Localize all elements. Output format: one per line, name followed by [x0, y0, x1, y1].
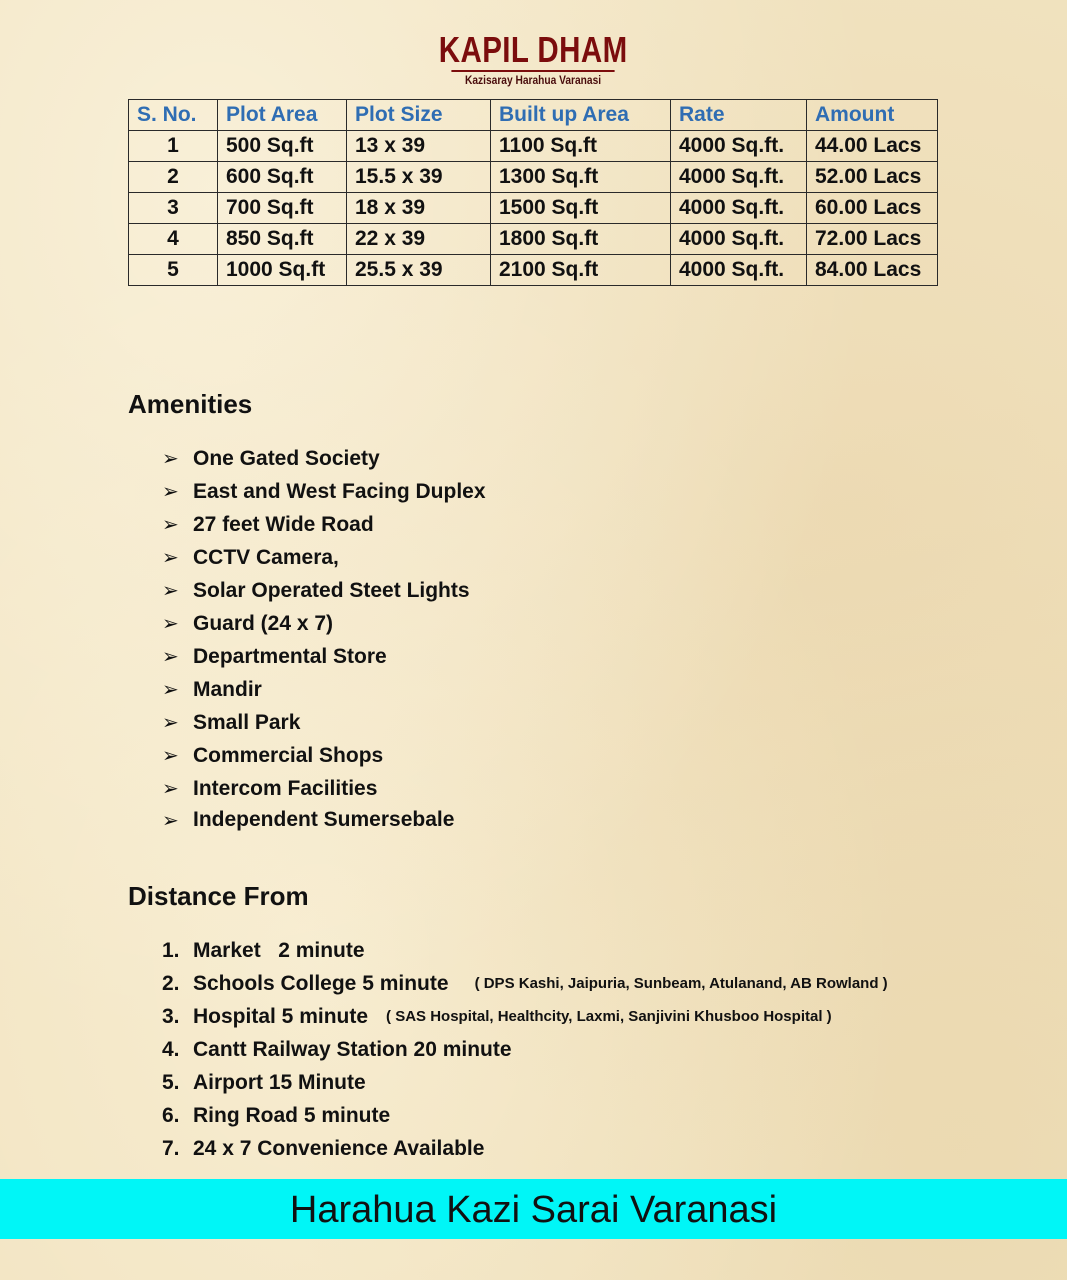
- cell-plot-area: 600 Sq.ft: [218, 162, 347, 193]
- brochure-header: [0, 30, 1067, 89]
- table-row: [129, 131, 938, 162]
- list-item: [162, 805, 486, 835]
- distance-label: Schools College 5 minute: [193, 971, 449, 995]
- amenity-label: Small Park: [193, 710, 301, 734]
- cell-amount: 72.00 Lacs: [807, 224, 938, 255]
- list-item: [162, 772, 486, 805]
- list-item: [162, 541, 486, 574]
- list-item: [162, 607, 486, 640]
- distance-label: Ring Road 5 minute: [193, 1103, 391, 1127]
- distance-label: Airport 15 Minute: [193, 1070, 366, 1094]
- col-plot-area-header: Plot Area: [218, 100, 347, 131]
- cell-built-up: 1800 Sq.ft: [491, 224, 671, 255]
- cell-plot-size: 22 x 39: [347, 224, 491, 255]
- project-location: Kazisaray Harahua Varanasi: [452, 70, 615, 87]
- cell-built-up: 1100 Sq.ft: [491, 131, 671, 162]
- amenity-label: One Gated Society: [193, 446, 380, 470]
- arrow-bullet-icon: ➢: [162, 809, 179, 832]
- arrow-bullet-icon: ➢: [162, 514, 179, 536]
- cell-rate: 4000 Sq.ft.: [671, 224, 807, 255]
- arrow-bullet-icon: ➢: [162, 448, 179, 470]
- col-built-up-header: Built up Area: [491, 100, 671, 131]
- list-item: [162, 1066, 888, 1099]
- arrow-bullet-icon: ➢: [162, 778, 179, 800]
- list-item: [162, 1099, 888, 1132]
- amenity-label: Commercial Shops: [193, 743, 384, 767]
- col-rate-header: Rate: [671, 100, 807, 131]
- distance-label: 24 x 7 Convenience Available: [193, 1136, 485, 1160]
- cell-amount: 44.00 Lacs: [807, 131, 938, 162]
- cell-rate: 4000 Sq.ft.: [671, 193, 807, 224]
- table-row: [129, 224, 938, 255]
- amenity-label: Independent Sumersebale: [193, 808, 455, 831]
- list-item: [162, 673, 486, 706]
- item-number: 2.: [162, 971, 180, 995]
- list-item: [162, 706, 486, 739]
- cell-amount: 60.00 Lacs: [807, 193, 938, 224]
- cell-built-up: 2100 Sq.ft: [491, 255, 671, 286]
- cell-rate: 4000 Sq.ft.: [671, 131, 807, 162]
- cell-rate: 4000 Sq.ft.: [671, 255, 807, 286]
- list-item: [162, 934, 888, 967]
- item-number: 3.: [162, 1004, 180, 1028]
- amenities-list: [162, 442, 486, 835]
- col-sno-header: S. No.: [129, 100, 218, 131]
- item-number: 7.: [162, 1136, 180, 1160]
- distance-note: ( SAS Hospital, Healthcity, Laxmi, Sanjivini Khusboo Hospital ): [386, 1008, 832, 1025]
- list-item: [162, 1033, 888, 1066]
- cell-plot-area: 500 Sq.ft: [218, 131, 347, 162]
- cell-sno: 1: [129, 131, 218, 162]
- amenity-label: East and West Facing Duplex: [193, 479, 486, 503]
- cell-plot-size: 25.5 x 39: [347, 255, 491, 286]
- cell-built-up: 1500 Sq.ft: [491, 193, 671, 224]
- cell-amount: 84.00 Lacs: [807, 255, 938, 286]
- cell-amount: 52.00 Lacs: [807, 162, 938, 193]
- cell-rate: 4000 Sq.ft.: [671, 162, 807, 193]
- amenity-label: Intercom Facilities: [193, 776, 378, 800]
- distance-list: [162, 934, 888, 1165]
- cell-plot-size: 18 x 39: [347, 193, 491, 224]
- arrow-bullet-icon: ➢: [162, 646, 179, 668]
- arrow-bullet-icon: ➢: [162, 481, 179, 503]
- list-item: [162, 442, 486, 475]
- amenity-label: Departmental Store: [193, 644, 387, 668]
- item-number: 1.: [162, 938, 180, 962]
- list-item: [162, 508, 486, 541]
- list-item: [162, 739, 486, 772]
- item-number: 4.: [162, 1037, 180, 1061]
- list-item: [162, 475, 486, 508]
- amenity-label: Solar Operated Steet Lights: [193, 578, 470, 602]
- plot-price-table: [128, 99, 938, 286]
- cell-built-up: 1300 Sq.ft: [491, 162, 671, 193]
- distance-label: Cantt Railway Station 20 minute: [193, 1037, 512, 1061]
- project-title: KAPIL DHAM: [439, 29, 628, 70]
- distance-label: Market 2 minute: [193, 938, 365, 962]
- list-item: [162, 1132, 888, 1165]
- table-row: [129, 193, 938, 224]
- list-item: [162, 1000, 888, 1033]
- table-row: [129, 255, 938, 286]
- amenity-label: Guard (24 x 7): [193, 611, 334, 635]
- cell-sno: 2: [129, 162, 218, 193]
- location-banner: Harahua Kazi Sarai Varanasi: [0, 1179, 1067, 1239]
- list-item: [162, 574, 486, 607]
- list-item: [162, 967, 888, 1000]
- cell-plot-area: 700 Sq.ft: [218, 193, 347, 224]
- cell-plot-size: 15.5 x 39: [347, 162, 491, 193]
- amenity-label: CCTV Camera,: [193, 545, 339, 569]
- cell-sno: 3: [129, 193, 218, 224]
- arrow-bullet-icon: ➢: [162, 580, 179, 602]
- arrow-bullet-icon: ➢: [162, 547, 179, 569]
- table-row: [129, 162, 938, 193]
- arrow-bullet-icon: ➢: [162, 745, 179, 767]
- cell-sno: 5: [129, 255, 218, 286]
- table-header-row: [129, 100, 938, 131]
- col-plot-size-header: Plot Size: [347, 100, 491, 131]
- cell-plot-area: 850 Sq.ft: [218, 224, 347, 255]
- distance-note: ( DPS Kashi, Jaipuria, Sunbeam, Atulanand, AB Rowland ): [474, 975, 888, 992]
- arrow-bullet-icon: ➢: [162, 679, 179, 701]
- item-number: 5.: [162, 1070, 180, 1094]
- cell-plot-size: 13 x 39: [347, 131, 491, 162]
- cell-plot-area: 1000 Sq.ft: [218, 255, 347, 286]
- amenity-label: Mandir: [193, 677, 262, 701]
- distance-heading: Distance From: [128, 881, 309, 911]
- col-amount-header: Amount: [807, 100, 938, 131]
- amenities-heading: Amenities: [128, 389, 253, 419]
- arrow-bullet-icon: ➢: [162, 613, 179, 635]
- cell-sno: 4: [129, 224, 218, 255]
- item-number: 6.: [162, 1103, 180, 1127]
- list-item: [162, 640, 486, 673]
- distance-label: Hospital 5 minute: [193, 1004, 369, 1028]
- amenity-label: 27 feet Wide Road: [193, 512, 374, 536]
- arrow-bullet-icon: ➢: [162, 712, 179, 734]
